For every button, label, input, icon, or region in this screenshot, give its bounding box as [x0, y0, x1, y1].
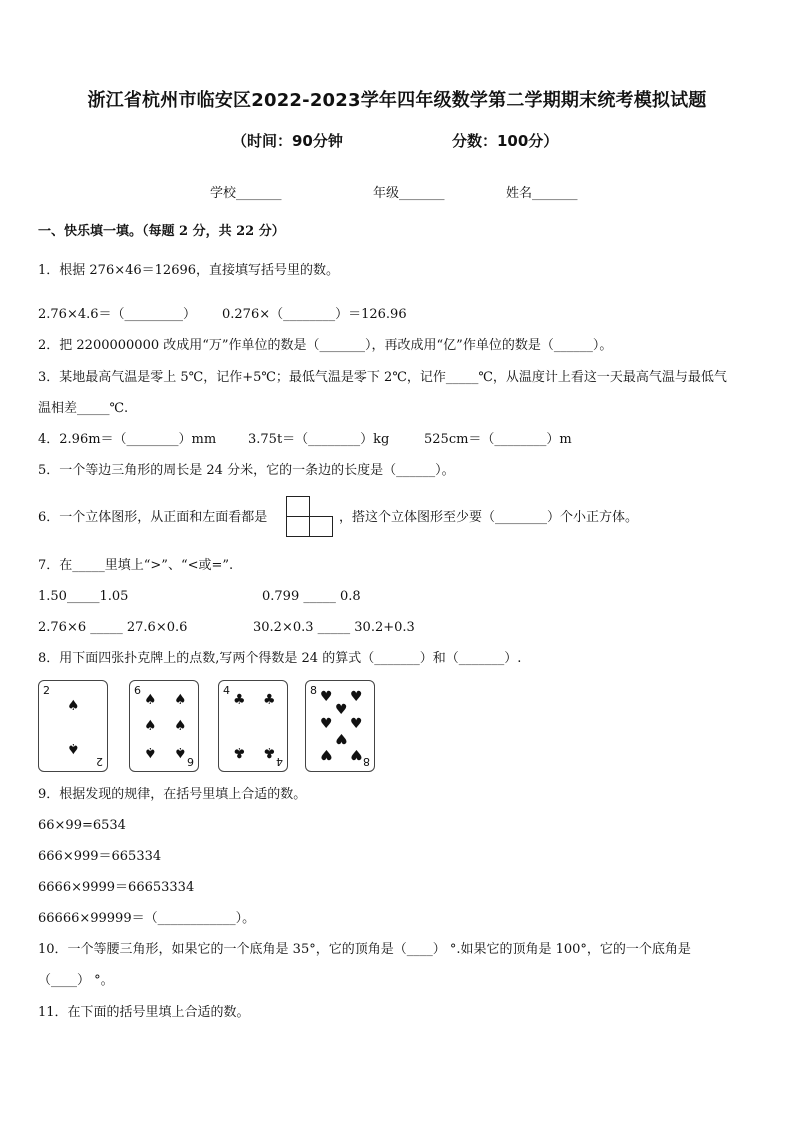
- heart-icon: ♥: [335, 730, 348, 746]
- question-6-part-b: ，搭这个立体图形至少要（________）个小正方体。: [339, 510, 639, 525]
- question-11: 11．在下面的括号里填上合适的数。: [38, 1005, 250, 1020]
- question-1: 1．根据 276×46＝12696，直接填写括号里的数。: [38, 263, 340, 278]
- question-6-part-a: 6．一个立体图形，从正面和左面看都是: [38, 510, 268, 525]
- question-7-part-d: 30.2×0.3 _____ 30.2+0.3: [253, 620, 415, 635]
- spade-icon: ♠: [144, 718, 157, 734]
- heart-icon: ♥: [320, 689, 333, 705]
- card-rank: 2: [96, 755, 103, 768]
- card-rank: 8: [363, 755, 370, 768]
- question-5: 5．一个等边三角形的周长是 24 分米，它的一条边的长度是（______）。: [38, 463, 455, 478]
- question-8: 8．用下面四张扑克牌上的点数,写两个得数是 24 的算式（_______）和（_______）.: [38, 651, 522, 666]
- name-field[interactable]: 姓名_______: [506, 186, 578, 201]
- exam-score: 分数：100分）: [452, 132, 559, 150]
- question-7-part-b: 0.799 _____ 0.8: [262, 589, 361, 604]
- question-7-part-a: 1.50_____1.05: [38, 589, 129, 604]
- spade-icon: ♠: [174, 692, 187, 708]
- playing-card-6-spades: [129, 680, 199, 772]
- playing-card-2-spades: [38, 680, 108, 772]
- question-4-part-a: 4．2.96m＝（________）mm: [38, 432, 217, 447]
- playing-card-8-hearts: [305, 680, 375, 772]
- spade-icon: ♠: [174, 718, 187, 734]
- card-rank: 2: [43, 684, 50, 697]
- card-rank: 4: [276, 755, 283, 768]
- cube-square-top: [286, 496, 310, 517]
- heart-icon: ♥: [350, 746, 363, 762]
- question-4-part-c: 525cm＝（________）m: [424, 432, 572, 447]
- question-9-line-b: 666×999＝665334: [38, 849, 162, 864]
- heart-icon: ♥: [350, 689, 363, 705]
- question-10-line-2: （____） °。: [38, 973, 114, 988]
- heart-icon: ♥: [335, 702, 348, 718]
- question-9: 9．根据发现的规律，在括号里填上合适的数。: [38, 787, 307, 802]
- club-icon: ♣: [233, 744, 246, 760]
- section-heading: 一、快乐填一填。（每题 2 分，共 22 分）: [38, 224, 285, 239]
- question-4-part-b: 3.75t＝（________）kg: [248, 432, 390, 447]
- card-rank: 4: [223, 684, 230, 697]
- club-icon: ♣: [263, 744, 276, 760]
- question-10-line-1: 10．一个等腰三角形，如果它的一个底角是 35°，它的顶角是（____） °.如果它的顶角是 100°，它的一个底角是: [38, 942, 691, 957]
- spade-icon: ♠: [174, 744, 187, 760]
- question-9-line-d: 66666×99999＝（____________）。: [38, 911, 256, 926]
- playing-card-4-clubs: [218, 680, 288, 772]
- question-9-line-a: 66×99=6534: [38, 818, 126, 833]
- cube-square-bottom-left: [286, 516, 310, 537]
- spade-icon: ♠: [67, 740, 80, 756]
- spade-icon: ♠: [144, 692, 157, 708]
- cube-square-bottom-right: [309, 516, 333, 537]
- club-icon: ♣: [263, 692, 276, 708]
- question-7-part-c: 2.76×6 _____ 27.6×0.6: [38, 620, 188, 635]
- question-1-part-b: 0.276×（________）＝126.96: [222, 307, 407, 322]
- shape-view-figure: [286, 496, 334, 539]
- spade-icon: ♠: [144, 744, 157, 760]
- exam-time: （时间：90分钟: [232, 132, 343, 150]
- school-field[interactable]: 学校_______: [210, 186, 282, 201]
- question-3-line-2: 温相差_____℃.: [38, 401, 129, 416]
- card-rank: 6: [134, 684, 141, 697]
- card-rank: 8: [310, 684, 317, 697]
- question-9-line-c: 6666×9999＝66653334: [38, 880, 195, 895]
- grade-field[interactable]: 年级_______: [373, 186, 445, 201]
- heart-icon: ♥: [320, 716, 333, 732]
- card-rank: 6: [187, 755, 194, 768]
- heart-icon: ♥: [350, 716, 363, 732]
- club-icon: ♣: [233, 692, 246, 708]
- question-1-part-a: 2.76×4.6＝（_________）: [38, 307, 197, 322]
- question-2: 2．把 2200000000 改成用“万”作单位的数是（_______），再改成用“亿”作单位的数是（______）。: [38, 338, 613, 353]
- question-3-line-1: 3．某地最高气温是零上 5℃，记作+5℃；最低气温是零下 2℃，记作_____℃，从温度计上看这一天最高气温与最低气: [38, 370, 727, 385]
- page-title: 浙江省杭州市临安区2022-2023学年四年级数学第二学期期末统考模拟试题: [87, 90, 707, 111]
- question-7: 7．在_____里填上“>”、“<或=”.: [38, 558, 234, 573]
- spade-icon: ♠: [67, 698, 80, 714]
- heart-icon: ♥: [320, 746, 333, 762]
